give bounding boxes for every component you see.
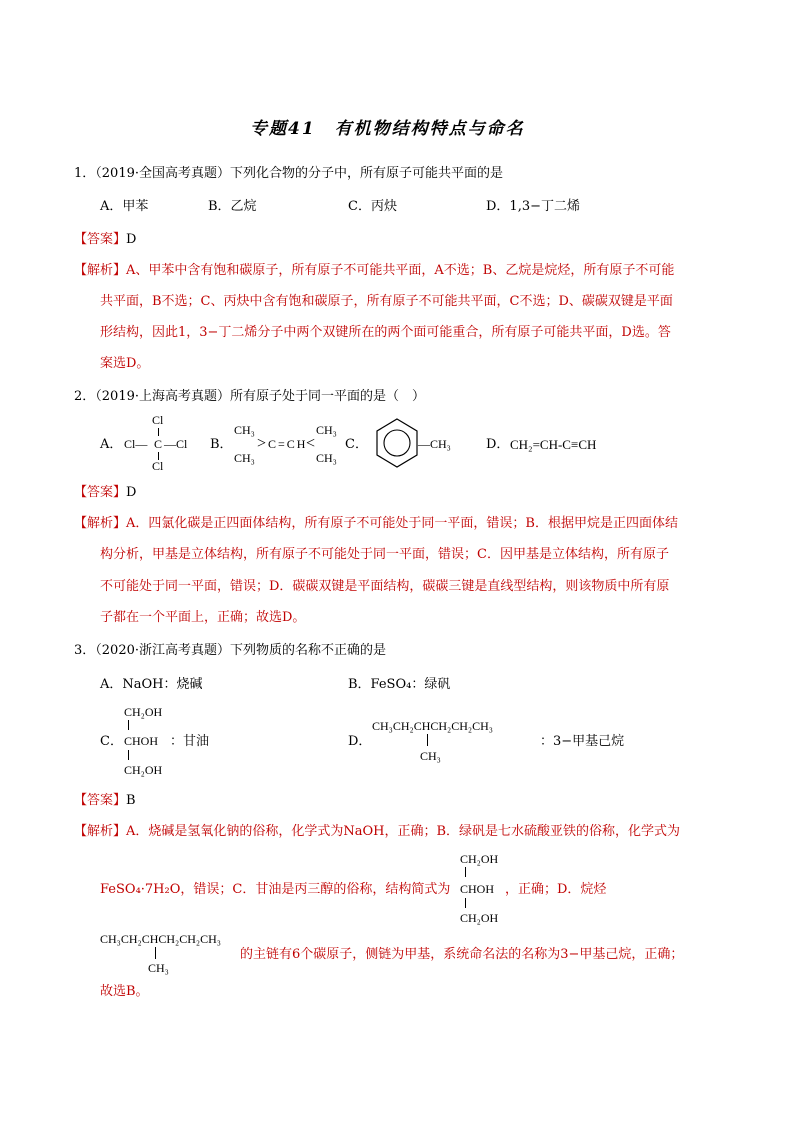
- ccl4-top-cl: Cl: [152, 413, 164, 427]
- q3-analysis-label: 【解析】: [74, 824, 127, 839]
- answer-label: 【答案】: [74, 485, 127, 500]
- q1-analysis-label: 【解析】: [74, 263, 127, 278]
- answer-label: 【答案】: [74, 232, 127, 247]
- glycerol-bond-2: [128, 750, 129, 760]
- alkene-bracket-right: <: [306, 435, 316, 452]
- ccl4-center-c: C: [154, 437, 163, 451]
- q3-option-d-name: ：3−甲基己烷: [540, 734, 625, 749]
- alkene-core: C=CH: [268, 437, 308, 451]
- question-2-stem: 2．（2019·上海高考真题）所有原子处于同一平面的是（ ）: [74, 389, 425, 404]
- page-title: 专题41 有机物结构特点与命名: [250, 119, 525, 139]
- answer-value: B: [126, 793, 136, 808]
- q2-analysis-line: 子都在一个平面上，正确；故选D。: [100, 610, 306, 625]
- toluene-methyl: —CH₃: [418, 437, 451, 451]
- answer-label: 【答案】: [74, 793, 127, 808]
- alkene-ch3-bottom-right: CH₃: [316, 451, 337, 465]
- q1-analysis-line: 形结构，因此1，3−丁二烯分子中两个双键所在的两个面可能重合，所有原子可能共平面，D选。答: [100, 325, 671, 340]
- q1-answer: [74, 233, 136, 246]
- q2-option-b-label: B．: [210, 437, 233, 452]
- q2-option-d-label: D．: [486, 437, 510, 452]
- analysis-glycerol-line-3: CH₂OH: [460, 911, 499, 925]
- hexane-branch: CH₃: [420, 749, 441, 763]
- q1-analysis-line: 案选D。: [100, 356, 150, 371]
- q1-option-c: C．丙炔: [348, 199, 397, 214]
- q3-analysis-line: FeSO₄·7H₂O，错误；C．甘油是丙三醇的俗称，结构简式为: [100, 882, 451, 897]
- q3-analysis-line: ，正确；D．烷烃: [505, 882, 607, 897]
- analysis-hexane-main: CH₃CH₂CHCH₂CH₂CH₃: [100, 932, 221, 946]
- q3-analysis-line: 的主链有6个碳原子，侧链为甲基，系统命名法的名称为3−甲基己烷，正确；: [240, 947, 684, 962]
- analysis-glycerol-line-1: CH₂OH: [460, 852, 499, 866]
- alkene-bracket-left: >: [257, 435, 267, 452]
- hexane-main-chain: CH₃CH₂CHCH₂CH₂CH₃: [372, 719, 493, 733]
- q3-option-d-label: D．: [348, 734, 372, 749]
- q2-option-a-label: A．: [100, 437, 123, 452]
- glycerol-line-1: CH₂OH: [124, 705, 163, 719]
- q3-answer: [74, 794, 136, 807]
- q2-analysis-line: A．四氯化碳是正四面体结构，所有原子不可能处于同一平面，错误；B．根据甲烷是正四面体结: [126, 516, 678, 531]
- answer-value: D: [126, 232, 137, 247]
- q3-analysis-line: A．烧碱是氢氧化钠的俗称，化学式为NaOH，正确；B．绿矾是七水硫酸亚铁的俗称，化学式为: [126, 824, 681, 839]
- q2-option-c-label: C．: [345, 437, 368, 452]
- q3-analysis-line: 故选B。: [100, 984, 149, 999]
- analysis-hexane-branch: CH₃: [148, 961, 169, 975]
- hexane-branch-bond: [427, 734, 428, 746]
- q1-option-d: D．1,3−丁二烯: [486, 199, 580, 214]
- analysis-glycerol-bond-1: [465, 867, 466, 877]
- glycerol-bond-1: [128, 720, 129, 730]
- ccl4-right-cl: —Cl: [164, 437, 188, 451]
- q1-analysis-line: 共平面，B不选；C、丙炔中含有饱和碳原子，所有原子不可能共平面，C不选；D、碳碳双键是平面: [100, 294, 673, 309]
- q3-option-c-label: C．: [100, 734, 123, 749]
- q2-analysis-label: 【解析】: [74, 516, 127, 531]
- q1-option-b: B．乙烷: [208, 199, 257, 214]
- glycerol-line-3: CH₂OH: [124, 763, 163, 777]
- ccl4-left-cl: Cl—: [124, 437, 148, 451]
- q2-answer: [74, 486, 136, 499]
- q3-option-b: B．FeSO₄：绿矾: [348, 677, 451, 692]
- question-1-stem: 1．（2019·全国高考真题）下列化合物的分子中，所有原子可能共平面的是: [74, 166, 503, 181]
- ccl4-bottom-cl: Cl: [152, 459, 164, 473]
- q1-analysis-line: A、甲苯中含有饱和碳原子，所有原子不可能共平面，A不选；B、乙烷是烷烃，所有原子不可能: [126, 263, 675, 278]
- q2-option-d-formula: CH₂=CH-C≡CH: [510, 437, 597, 452]
- q1-option-a: A．甲苯: [100, 199, 149, 214]
- q2-analysis-line: 构分析，甲基是立体结构，所有原子不可能处于同一平面，错误；C．因甲基是立体结构，所有原子: [100, 547, 669, 562]
- analysis-glycerol-line-2: CHOH: [460, 882, 495, 896]
- answer-value: D: [126, 485, 137, 500]
- q3-option-a: A．NaOH：烧碱: [100, 677, 203, 692]
- glycerol-line-2: CHOH: [124, 734, 159, 748]
- q2-analysis-line: 不可能处于同一平面，错误；D．碳碳双键是平面结构，碳碳三键是直线型结构，则该物质中所有原: [100, 579, 670, 594]
- question-3-stem: 3．（2020·浙江高考真题）下列物质的名称不正确的是: [74, 643, 386, 658]
- alkene-ch3-top-right: CH₃: [316, 423, 337, 437]
- analysis-glycerol-bond-2: [465, 898, 466, 908]
- ccl4-top-bond: [158, 428, 159, 436]
- analysis-hexane-bond: [155, 947, 156, 959]
- benzene-ring-icon: [374, 417, 420, 469]
- alkene-ch3-top-left: CH₃: [234, 423, 255, 437]
- q3-option-c-name: ：甘油: [170, 734, 210, 749]
- alkene-ch3-bottom-left: CH₃: [234, 451, 255, 465]
